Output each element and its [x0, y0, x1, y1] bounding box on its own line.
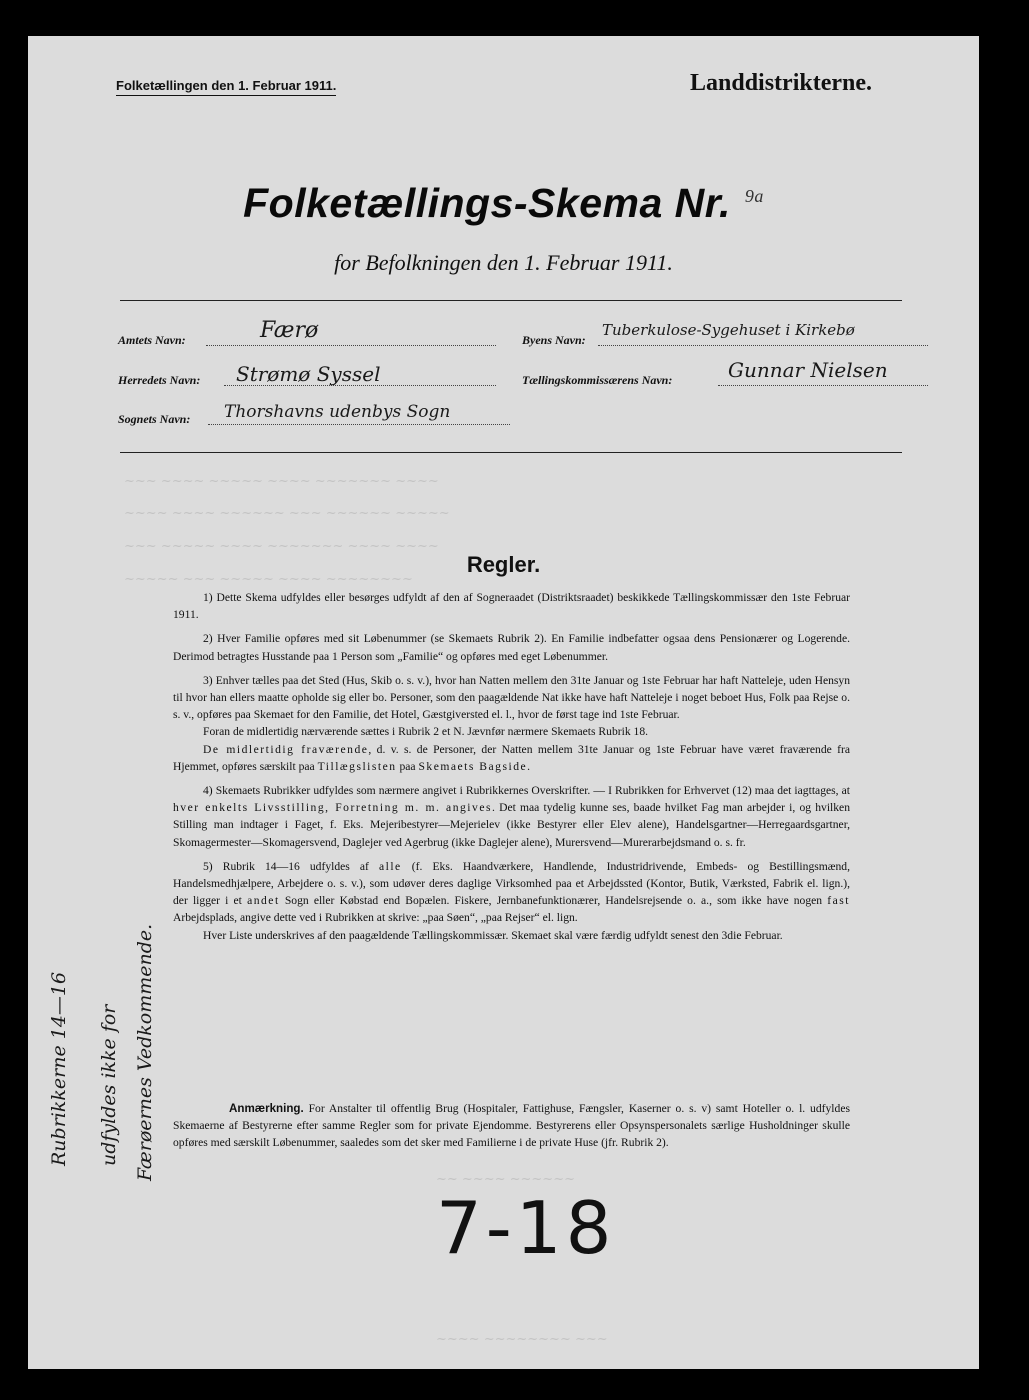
- rule-3-absent: De midlertidig fraværende, d. v. s. de Personer, der Natten mellem 31te Januar og 1ste Februar have været fraværende fra Hjemmet, opføres særskilt paa Tillægslisten paa Skemaets Bagside.: [173, 742, 851, 773]
- bleed-through-mark: ~~~~ ~~~~~~~~ ~~~: [436, 1332, 608, 1347]
- rule-6: Hver Liste underskrives af den paagældende Tællingskommissær. Skemaet skal være færdig udfyldt senest den 3die Februar.: [203, 928, 783, 942]
- divider-top: [120, 300, 902, 301]
- by-label: Byens Navn:: [522, 333, 586, 347]
- bleed-through-mark: ~~ ~~~~ ~~~~~~: [436, 1172, 575, 1187]
- rule-3-note: Foran de midlertidig nærværende sættes i Rubrik 2 et N. Jævnfør nærmere Skemaets Rubrik 18.: [203, 725, 649, 739]
- divider-bottom: [120, 452, 902, 453]
- header-district-type: Landdistrikterne.: [690, 70, 873, 96]
- rule-3: 3) Enhver tælles paa det Sted (Hus, Skib o. s. v.), hvor han Natten mellem den 31te Januar og 1ste Februar har haft Natteleje, uden Hensyn til hvor han ellers maatte opholde sig eller bo. Personer, som den paagældende Nat ikke have haft Natteleje i noget beboet Hus, Folk paa Rejse o. s. v., opføres paa Skemaet for den Familie, det Hotel, Gæstgiversted el. l., hvor de først tage ind 1ste Februar.: [173, 673, 850, 722]
- herred-label: Herredets Navn:: [118, 373, 201, 387]
- bleed-through-mark: ~~~~ ~~~~ ~~~~~~ ~~~ ~~~~~~ ~~~~~: [124, 506, 450, 521]
- annotation-label: Anmærkning.: [229, 1102, 304, 1115]
- form-number-handwritten: 9a: [744, 186, 764, 207]
- rule-5: 5) Rubrik 14—16 udfyldes af alle (f. Eks. Haandværkere, Handlende, Industridrivende, Embeds- og Bestillingsmænd, Handelsmedhjælpere, Arbejdere o. s. v.), som udøver deres daglige Virksomhed paa et Arbejdssted (Kontor, Butik, Værksted, Fabrik el. lign.), der ligger i et andet Sogn eller Købstad end Bopælen. Fiskere, Jernbanefunktionærer, Handelsrejsende o. a., som ikke have nogen fast Arbejdsplads, angive dette ved i Rubrikken at skrive: „paa Søen“, „paa Rejser“ el. lign.: [173, 859, 851, 925]
- side-note-line-1: Rubrikkerne 14—16: [48, 971, 70, 1166]
- form-title-text: Folketællings-Skema Nr.: [243, 180, 731, 226]
- census-form-page: [28, 36, 979, 1369]
- rule-2: 2) Hver Familie opføres med sit Løbenummer (se Skemaets Rubrik 2). En Familie indbefatter ogsaa dens Pensionærer og Logerende. Derimod betragtes Husstande paa 1 Person som „Familie“ og opføres med eget Løbenummer.: [173, 632, 850, 663]
- sogn-value: Thorshavns udenbys Sogn: [224, 402, 451, 422]
- amt-value: Færø: [260, 318, 319, 343]
- rule-1: 1) Dette Skema udfyldes eller besørges udfyldt af den af Sogneraadet (Distriktsraadet) beskikkede Tællingskommissær den 1ste Februar 1911.: [173, 591, 850, 622]
- amt-line: [206, 345, 496, 346]
- form-subtitle: for Befolkningen den 1. Februar 1911.: [334, 250, 673, 275]
- kommissaer-line: [718, 385, 928, 386]
- rules-text: [173, 589, 850, 951]
- kommissaer-value: Gunnar Nielsen: [728, 358, 888, 382]
- side-note-line-3: Færøernes Vedkommende.: [134, 923, 156, 1181]
- annotation-text: For Anstalter til offentlig Brug (Hospitaler, Fattighuse, Fængsler, Kaserner o. s. v) samt Hoteller o. l. udfyldes Skemaerne af Bestyrerne efter samme Regler som for private Ejendomme. Bestyrerens eller Opsynspersonalets særlige Husholdninger skulle opføres med særskilt Løbenummer, saaledes som det sker med Familierne i de private Huse (jfr. Rubrik 2).: [173, 1102, 850, 1150]
- annotation-note: [173, 1100, 850, 1152]
- bleed-through-mark: ~~~~~ ~~~ ~~~~~ ~~~~ ~~~~~~~~: [124, 572, 413, 587]
- rules-title: Regler.: [466, 552, 541, 577]
- amt-label: Amtets Navn:: [118, 333, 186, 347]
- handwritten-page-number: 7-18: [436, 1186, 616, 1270]
- sogn-label: Sognets Navn:: [118, 412, 191, 426]
- herred-value: Strømø Syssel: [236, 362, 381, 386]
- by-line: [598, 345, 928, 346]
- header-census-date: Folketællingen den 1. Februar 1911.: [116, 78, 336, 96]
- by-value: Tuberkulose-Sygehuset i Kirkebø: [602, 321, 855, 339]
- bleed-through-mark: ~~~ ~~~~~ ~~~~ ~~~~~~~ ~~~~ ~~~~: [124, 539, 439, 554]
- side-note-line-2: udfyldes ikke for: [98, 1004, 120, 1166]
- sogn-line: [208, 424, 510, 425]
- form-title: [28, 180, 979, 227]
- rule-4: 4) Skemaets Rubrikker udfyldes som nærmere angivet i Rubrikkernes Overskrifter. — I Rubrikken for Erhvervet (12) maa det iagttages, at hver enkelts Livsstilling, Forretning m. m. angives. Det maa tydelig kunne ses, baade hvilket Fag man arbejder i, og hvilken Stilling man indtager i Faget, f. Eks. Mejeribestyrer—Mejerielev (ikke Bestyrer eller Elev alene), Handelsgartner—Herregaardsgartner, Skomagermester—Skomagersvend, Daglejer ved Agerbrug (ikke Daglejer alene), Murersvend—Murerarbejdsmand o. s. fr.: [173, 784, 851, 849]
- bleed-through-mark: ~~~ ~~~~ ~~~~~ ~~~~ ~~~~~~~ ~~~~: [124, 474, 439, 489]
- kommissaer-label: Tællingskommissærens Navn:: [522, 373, 673, 387]
